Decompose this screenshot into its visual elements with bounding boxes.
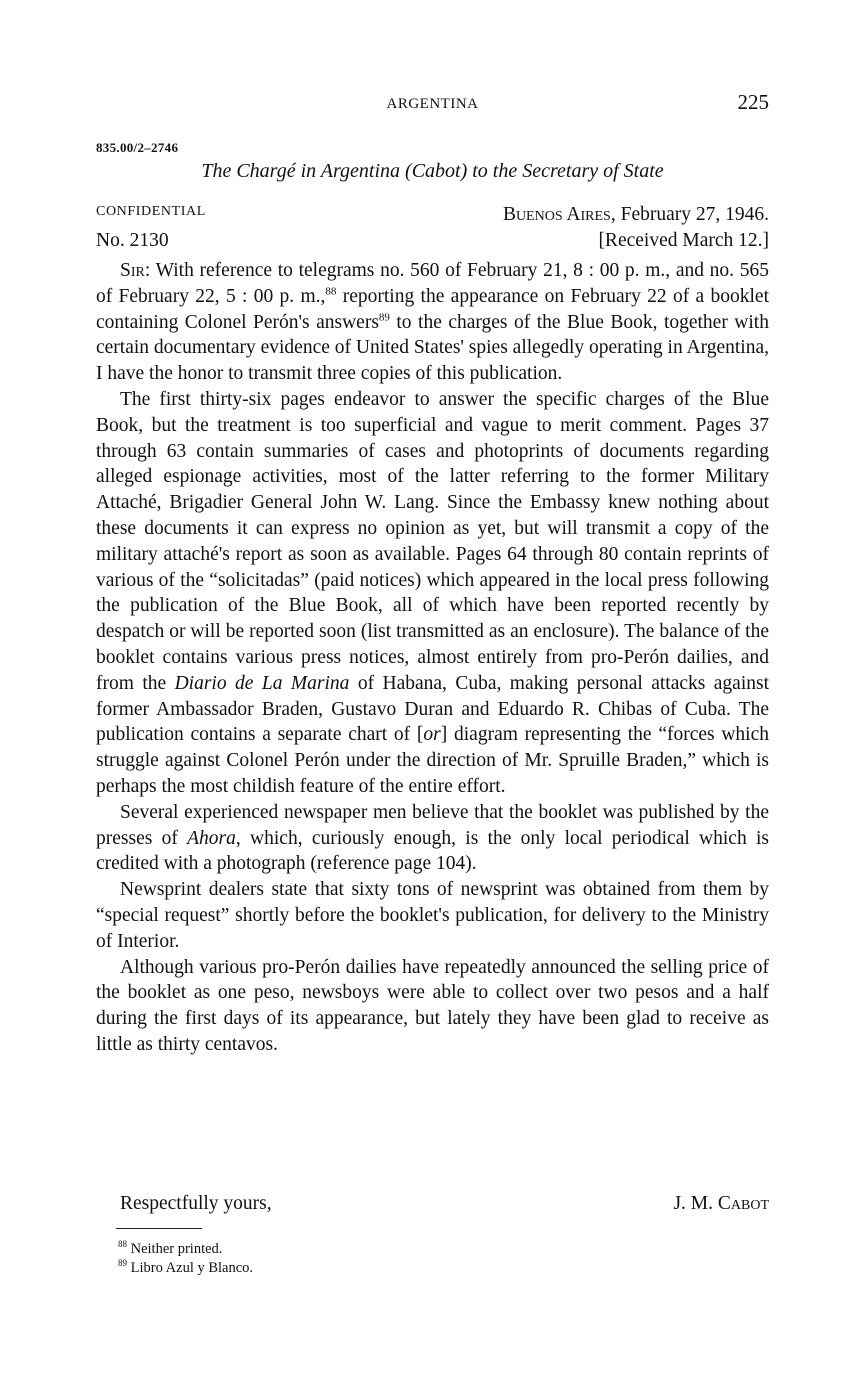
footnotes	[118, 1240, 253, 1278]
paragraph-4: Newsprint dealers state that sixty tons of newsprint was obtained from them by “special request” shortly before the booklet's publication, for delivery to the Ministry of Interior.	[96, 879, 769, 952]
salutation: Sir	[120, 260, 145, 281]
footnote-text: Libro Azul y Blanco.	[130, 1260, 254, 1276]
classification: CONFIDENTIAL	[96, 204, 206, 219]
paragraph-5: Although various pro-Perón dailies have repeatedly announced the selling price of the booklet as one peso, newsboys were able to collect over two pesos and a half during the first days of its appearance, but lately they have been glad to receive as little as thirty centavos.	[96, 956, 769, 1055]
footnote-mark: 88	[118, 1239, 127, 1250]
paragraph-1	[96, 258, 769, 387]
footnote-text: Neither printed.	[130, 1241, 223, 1257]
classification-date-row	[96, 204, 769, 226]
paragraph-text: The first thirty-six pages endeavor to answer the specific charges of the Blue Book, but the treatment is too superficial and vague to merit comment. Pages 37 through 63 contain summaries of cases and photoprints of documents regarding alleged espionage activities, most of the latter referring to the former Military Attaché, Brigadier General John W. Lang. Since the Embassy knew nothing about these documents it can express no opinion as yet, but will transmit a copy of the military attaché's report as soon as available. Pages 64 through 80 contain reprints of various of the “solicitadas” (paid notices) which appeared in the local press following the publication of the Blue Book, all of which have been reported recently by despatch or will be reported soon (list transmitted as an enclosure). The balance of the booklet contains various press notices, almost entirely from pro-Perón dailies, and from the	[96, 388, 769, 694]
paragraph-text: Several experienced newspaper men believe that the booklet was published by the presses of	[96, 801, 769, 849]
signature	[673, 1193, 769, 1215]
footnote-88	[118, 1240, 253, 1259]
place: Buenos Aires	[502, 204, 611, 225]
signer-surname: Cabot	[717, 1193, 769, 1214]
despatch-number: No. 2130	[96, 230, 169, 251]
running-title: ARGENTINA	[386, 96, 479, 112]
footnote-ref-89: 89	[378, 311, 390, 324]
running-head	[96, 90, 769, 120]
footnote-mark: 89	[118, 1258, 127, 1269]
paragraph-text: : With reference to telegrams no. 560 of February 21, 8 : 00 p. m., and no. 565 of February 22, 5 : 00 p. m.,	[96, 260, 769, 307]
paragraph-text: to the charges of the Blue Book, together with certain documentary evidence of United States' spies allegedly operating in Argentina, I have the honor to transmit three copies of this publication.	[96, 311, 769, 385]
document-page	[96, 0, 769, 1380]
paragraph-text: reporting the appearance on February 22 of a booklet containing Colonel Perón's answers	[96, 285, 769, 333]
paragraph-text: , which, curiously enough, is the only local periodical which is credited with a photograph (reference page 104).	[96, 827, 769, 875]
periodical-title: Ahora	[187, 827, 236, 849]
date: , February 27, 1946.	[610, 204, 769, 225]
place-date	[503, 204, 769, 226]
file-number: 835.00/2–2746	[96, 140, 179, 155]
paragraph-3	[96, 800, 769, 877]
closing-row	[96, 1193, 769, 1215]
number-received-row	[96, 230, 769, 252]
editorial-insert: or	[423, 724, 441, 746]
document-title: The Chargé in Argentina (Cabot) to the Secretary of State	[201, 160, 664, 182]
received-date: [Received March 12.]	[598, 230, 769, 251]
closing-text: Respectfully yours,	[120, 1193, 272, 1214]
letter-body	[96, 258, 769, 1058]
paragraph-text: of Habana, Cuba, making personal attacks against former Ambassador Braden, Gustavo Duran and Eduardo R. Chibas of Cuba. The publication contains a separate chart of [	[96, 672, 769, 746]
footnote-rule	[116, 1228, 202, 1229]
paragraph-2	[96, 387, 769, 800]
newspaper-title: Diario de La Marina	[174, 672, 350, 694]
footnote-89	[118, 1259, 253, 1278]
footnote-ref-88: 88	[325, 285, 337, 298]
signer-initials: J. M.	[673, 1193, 713, 1214]
page-number: 225	[737, 90, 769, 114]
paragraph-text: ] diagram representing the “forces which struggle against Colonel Perón under the direction of Mr. Spruille Braden,” which is perhaps the most childish feature of the entire effort.	[96, 724, 770, 797]
